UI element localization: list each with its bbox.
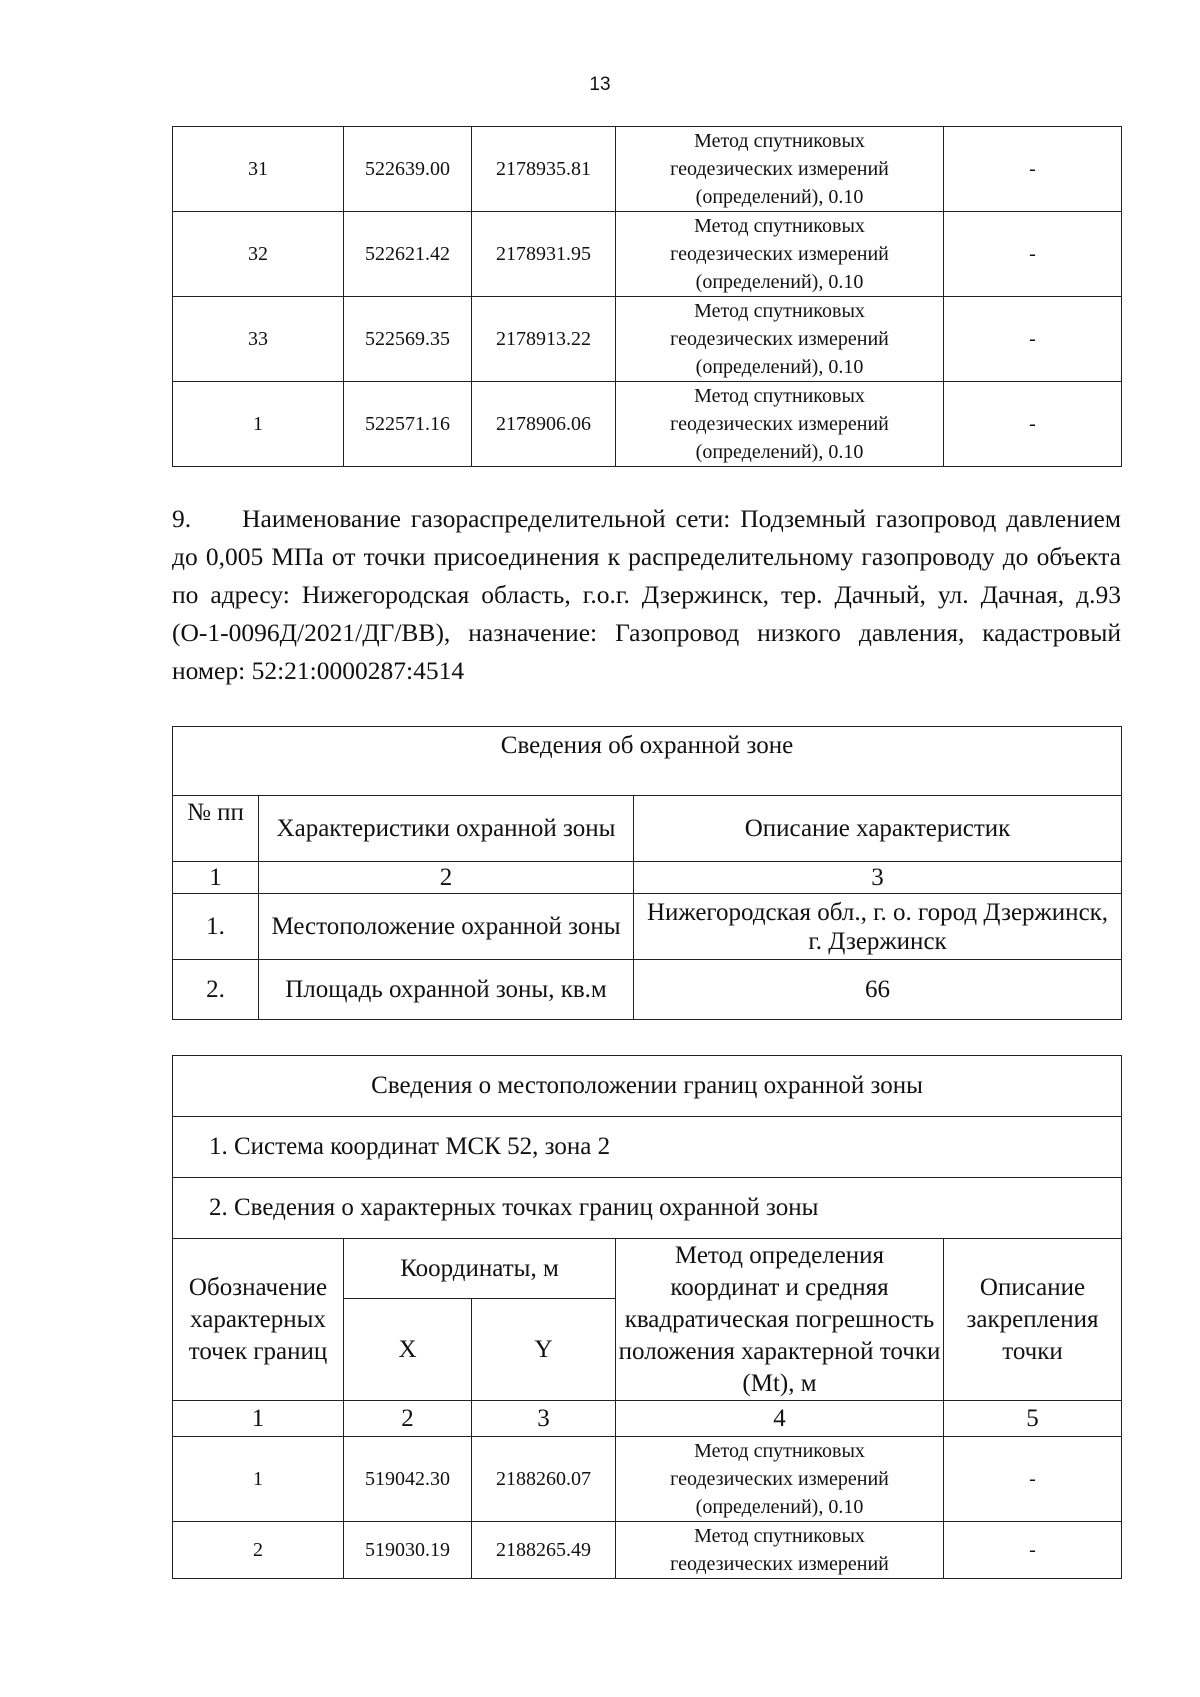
header-coordinates: Координаты, м bbox=[344, 1239, 616, 1299]
header-description: Описание характеристик bbox=[634, 796, 1122, 862]
row-number: 1. bbox=[173, 894, 259, 960]
method-cell: Метод спутниковых геодезических измерений (определений), 0.10 bbox=[616, 127, 944, 212]
method-cell: Метод спутниковых геодезических измерений (определений), 0.10 bbox=[616, 1437, 944, 1522]
fixation-description: - bbox=[944, 1437, 1122, 1522]
column-number: 2 bbox=[259, 862, 634, 894]
header-fixation: Описание закрепления точки bbox=[944, 1239, 1122, 1401]
point-number: 33 bbox=[173, 297, 344, 382]
point-number: 32 bbox=[173, 212, 344, 297]
column-number: 1 bbox=[173, 862, 259, 894]
header-method: Метод определения координат и средняя квадратическая погрешность положения характерной точки (Mt), м bbox=[616, 1239, 944, 1401]
table-row bbox=[173, 297, 1122, 382]
coord-x: 522569.35 bbox=[344, 297, 472, 382]
coord-x: 519042.30 bbox=[344, 1437, 472, 1522]
boundaries-title: Сведения о местоположении границ охранной зоны bbox=[173, 1056, 1122, 1117]
protection-zone-table bbox=[172, 726, 1122, 1020]
coord-y: 2178931.95 bbox=[472, 212, 616, 297]
header-characteristics: Характеристики охранной зоны bbox=[259, 796, 634, 862]
zone-table-title: Сведения об охранной зоне bbox=[173, 727, 1122, 796]
point-number: 31 bbox=[173, 127, 344, 212]
table-row bbox=[173, 1522, 1122, 1579]
points-table-continued bbox=[172, 126, 1122, 467]
characteristic-value: 66 bbox=[634, 960, 1122, 1020]
coord-y: 2188265.49 bbox=[472, 1522, 616, 1579]
column-number: 3 bbox=[472, 1401, 616, 1437]
method-cell: Метод спутниковых геодезических измерений (определений), 0.10 bbox=[616, 297, 944, 382]
column-number: 5 bbox=[944, 1401, 1122, 1437]
header-number: № пп bbox=[173, 796, 259, 862]
characteristic-name: Площадь охранной зоны, кв.м bbox=[259, 960, 634, 1020]
coord-y: 2188260.07 bbox=[472, 1437, 616, 1522]
table-row bbox=[173, 127, 1122, 212]
table-row bbox=[173, 382, 1122, 467]
coord-y: 2178913.22 bbox=[472, 297, 616, 382]
column-number: 2 bbox=[344, 1401, 472, 1437]
network-description-paragraph: 9. Наименование газораспределительной сети: Подземный газопровод давлением до 0,005 МПа от точки присоединения к распределительному газопроводу до объекта по адресу: Нижегородская область, г.о.г. Дзержинск, тер. Дачный, ул. Дачная, д.93 (О-1-0096Д/2021/ДГ/ВВ), назначение: Газопровод низкого давления, кадастровый номер: 52:21:0000287:4514 bbox=[172, 504, 1121, 685]
coord-x: 522571.16 bbox=[344, 382, 472, 467]
fixation-description: - bbox=[944, 382, 1122, 467]
method-cell: Метод спутниковых геодезических измерений bbox=[616, 1522, 944, 1579]
coord-x: 519030.19 bbox=[344, 1522, 472, 1579]
characteristic-name: Местоположение охранной зоны bbox=[259, 894, 634, 960]
point-number: 2 bbox=[173, 1522, 344, 1579]
header-y: Y bbox=[472, 1299, 616, 1401]
fixation-description: - bbox=[944, 297, 1122, 382]
point-number: 1 bbox=[173, 382, 344, 467]
coord-y: 2178935.81 bbox=[472, 127, 616, 212]
coord-x: 522639.00 bbox=[344, 127, 472, 212]
fixation-description: - bbox=[944, 1522, 1122, 1579]
header-x: X bbox=[344, 1299, 472, 1401]
page-number: 13 bbox=[589, 74, 611, 95]
method-cell: Метод спутниковых геодезических измерений (определений), 0.10 bbox=[616, 382, 944, 467]
points-section-title: 2. Сведения о характерных точках границ охранной зоны bbox=[173, 1178, 1122, 1239]
method-cell: Метод спутниковых геодезических измерений (определений), 0.10 bbox=[616, 212, 944, 297]
coordinate-system: 1. Система координат МСК 52, зона 2 bbox=[173, 1117, 1122, 1178]
coord-x: 522621.42 bbox=[344, 212, 472, 297]
row-number: 2. bbox=[173, 960, 259, 1020]
table-row bbox=[173, 894, 1122, 960]
fixation-description: - bbox=[944, 212, 1122, 297]
point-number: 1 bbox=[173, 1437, 344, 1522]
table-row bbox=[173, 1437, 1122, 1522]
zone-boundaries-table bbox=[172, 1055, 1122, 1579]
column-number: 3 bbox=[634, 862, 1122, 894]
fixation-description: - bbox=[944, 127, 1122, 212]
characteristic-value: Нижегородская обл., г. о. город Дзержинск, г. Дзержинск bbox=[634, 894, 1122, 960]
column-number: 1 bbox=[173, 1401, 344, 1437]
header-point: Обозначение характерных точек границ bbox=[173, 1239, 344, 1401]
table-row bbox=[173, 212, 1122, 297]
table-row bbox=[173, 960, 1122, 1020]
column-number: 4 bbox=[616, 1401, 944, 1437]
coord-y: 2178906.06 bbox=[472, 382, 616, 467]
